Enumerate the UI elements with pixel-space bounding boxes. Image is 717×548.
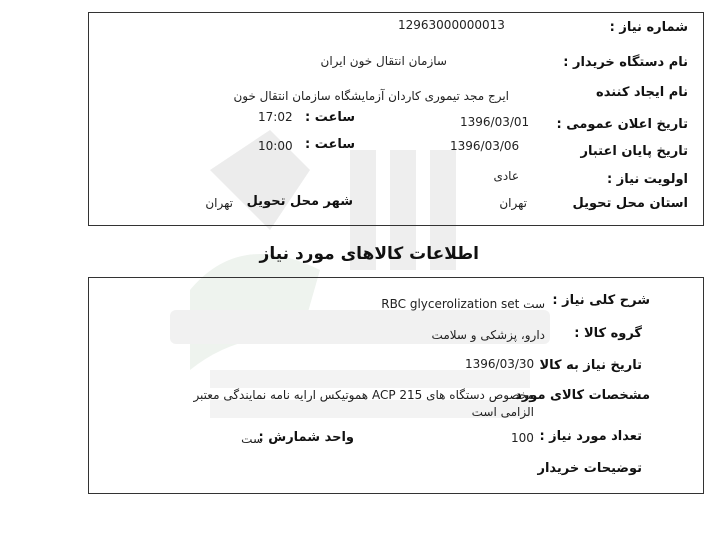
announce-time-value: 17:02: [258, 110, 293, 124]
unit-value: ست: [241, 432, 263, 446]
priority-value: عادی: [493, 169, 519, 183]
need-number-label: شماره نیاز :: [609, 20, 688, 35]
announce-date-label: تاریخ اعلان عمومی :: [556, 117, 688, 132]
validity-date-value: 1396/03/06: [450, 139, 520, 153]
city-value: تهران: [205, 196, 233, 210]
quantity-value: 100: [511, 431, 534, 445]
validity-time-label: ساعت :: [305, 137, 356, 152]
need-number-value: 12963000000013: [398, 18, 505, 32]
goods-group-value: دارو، پزشکی و سلامت: [431, 328, 545, 342]
goods-group-label: گروه کالا :: [574, 326, 642, 341]
description-label: شرح کلی نیاز :: [552, 293, 650, 308]
creator-label: نام ایجاد کننده: [596, 85, 688, 100]
specs-line-2: الزامی است: [471, 405, 534, 419]
quantity-label: تعداد مورد نیاز :: [539, 429, 642, 444]
priority-label: اولویت نیاز :: [606, 172, 688, 187]
specs-line-1: مخصوص دستگاه های ACP 215 هموتیکس ارایه نامه نمایندگی معتبر: [193, 388, 534, 402]
province-value: تهران: [499, 196, 527, 210]
description-value: ست RBC glycerolization set: [381, 297, 545, 311]
validity-date-label: تاریخ پایان اعتبار: [580, 144, 688, 159]
goods-section-title: اطلاعات کالاهای مورد نیاز: [259, 244, 479, 264]
creator-value: ایرج مجد تیموری کاردان آزمایشگاه سازمان انتقال خون: [233, 89, 509, 103]
announce-date-value: 1396/03/01: [460, 115, 530, 129]
buyer-notes-label: توضیحات خریدار: [537, 461, 642, 476]
city-label: شهر محل تحویل: [246, 194, 353, 209]
need-date-label: تاریخ نیاز به کالا: [539, 358, 642, 373]
need-date-value: 1396/03/30: [465, 357, 535, 371]
specs-label: مشخصات کالای مورد: [515, 388, 650, 403]
announce-time-label: ساعت :: [305, 110, 356, 125]
validity-time-value: 10:00: [258, 139, 293, 153]
buyer-org-label: نام دستگاه خریدار :: [563, 55, 688, 70]
province-label: استان محل تحویل: [572, 196, 688, 211]
unit-label: واحد شمارش :: [258, 430, 354, 445]
buyer-org-value: سازمان انتقال خون ایران: [320, 54, 447, 68]
